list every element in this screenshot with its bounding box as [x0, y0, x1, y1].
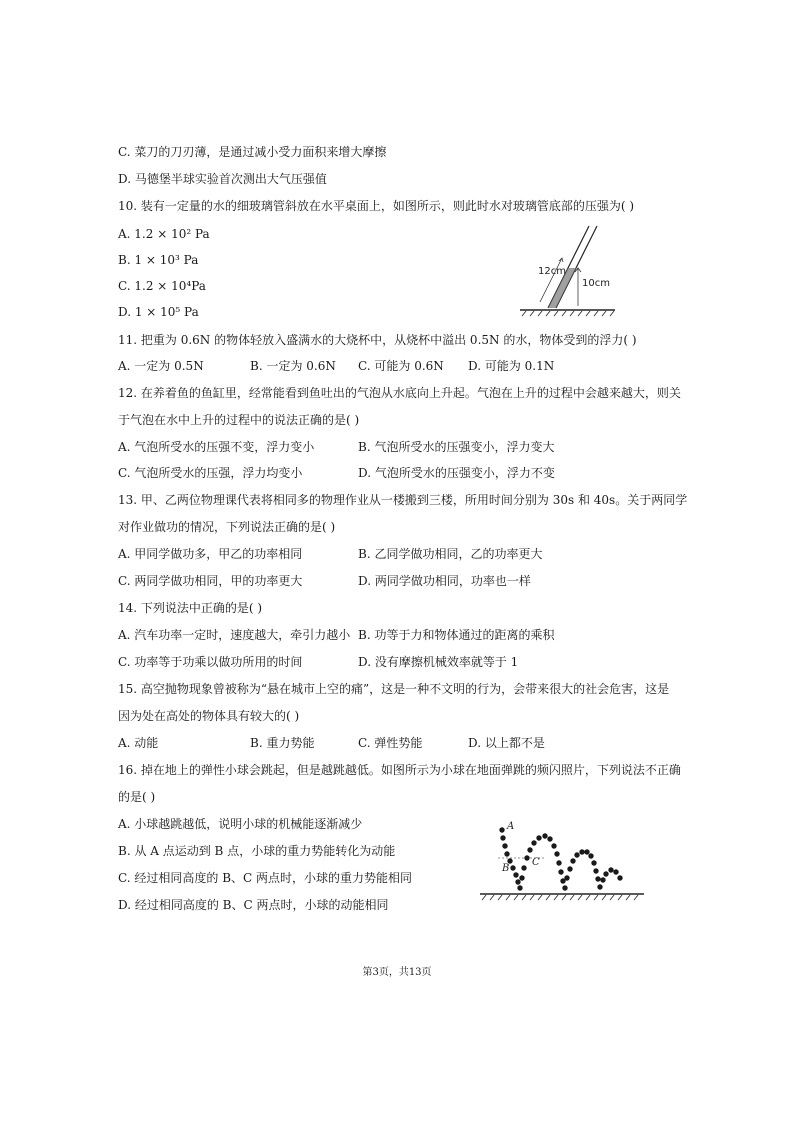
- tube-slant-label: 12cm: [538, 266, 566, 277]
- q13-option-b: B. 乙同学做功相同，乙的功率更大: [358, 547, 543, 561]
- q15-stem-line2: 因为处在高处的物体具有较大的( ): [118, 709, 300, 723]
- q15-option-c: C. 弹性势能: [358, 736, 423, 750]
- q9-option-c: C. 菜刀的刀刃薄，是通过减小受力面积来增大摩擦: [118, 145, 387, 159]
- q16-option-b: B. 从 A 点运动到 B 点，小球的重力势能转化为动能: [118, 844, 396, 858]
- q16-stem-line1: 16. 掉在地上的弹性小球会跳起，但是越跳越低。如图所示为小球在地面弹跳的频闪照片，下列说法不正确: [118, 763, 681, 777]
- q10-option-b: B. 1 × 10³ Pa: [118, 253, 199, 267]
- q10-stem: 10. 装有一定量的水的细玻璃管斜放在水平桌面上，如图所示，则此时水对玻璃管底部的压强为( ): [118, 199, 635, 213]
- q13-stem-line1: 13. 甲、乙两位物理课代表将相同多的物理作业从一楼搬到三楼，所用时间分别为 30s 和 40s。关于两同学: [118, 493, 688, 507]
- q14-option-c: C. 功率等于功乘以做功所用的时间: [118, 655, 303, 669]
- q12-option-d: D. 气泡所受水的压强变小，浮力不变: [358, 466, 555, 480]
- q14-option-b: B. 功等于力和物体通过的距离的乘积: [358, 628, 555, 642]
- q11-option-c: C. 可能为 0.6N: [358, 359, 444, 373]
- tilted-tube-figure: [510, 222, 625, 318]
- q10-option-c: C. 1.2 × 10⁴Pa: [118, 279, 206, 293]
- q11-option-a: A. 一定为 0.5N: [118, 359, 204, 373]
- q16-option-d: D. 经过相同高度的 B、C 两点时，小球的动能相同: [118, 898, 389, 912]
- q14-option-d: D. 没有摩擦机械效率就等于 1: [358, 655, 519, 669]
- point-c-label: C: [532, 857, 540, 868]
- q15-option-a: A. 动能: [118, 736, 159, 750]
- q11-stem: 11. 把重为 0.6N 的物体轻放入盛满水的大烧杯中，从烧杯中溢出 0.5N 的水，物体受到的浮力( ): [118, 333, 637, 347]
- q12-stem-line1: 12. 在养着鱼的鱼缸里，经常能看到鱼吐出的气泡从水底向上升起。气泡在上升的过程中会越来越大，则关: [118, 386, 681, 400]
- point-b-label: B: [502, 863, 510, 874]
- q13-option-c: C. 两同学做功相同，甲的功率更大: [118, 574, 303, 588]
- q16-stem-line2: 的是( ): [118, 790, 156, 804]
- q12-option-c: C. 气泡所受水的压强，浮力均变小: [118, 466, 303, 480]
- q12-stem-line2: 于气泡在水中上升的过程中的说法正确的是( ): [118, 413, 360, 427]
- q16-option-c: C. 经过相同高度的 B、C 两点时，小球的重力势能相同: [118, 871, 413, 885]
- bouncing-ball-figure: [478, 814, 648, 904]
- q13-stem-line2: 对作业做功的情况，下列说法正确的是( ): [118, 520, 336, 534]
- tube-height-label: 10cm: [582, 278, 610, 289]
- q11-option-d: D. 可能为 0.1N: [468, 359, 555, 373]
- q11-option-b: B. 一定为 0.6N: [250, 359, 336, 373]
- q9-option-d: D. 马德堡半球实验首次测出大气压强值: [118, 172, 327, 186]
- q10-option-d: D. 1 × 10⁵ Pa: [118, 305, 199, 319]
- q14-option-a: A. 汽车功率一定时，速度越大，牵引力越小: [118, 628, 351, 642]
- page-number-footer: 第3页，共13页: [362, 967, 432, 978]
- q10-option-a: A. 1.2 × 10² Pa: [118, 227, 210, 241]
- q13-option-d: D. 两同学做功相同，功率也一样: [358, 574, 531, 588]
- q13-option-a: A. 甲同学做功多，甲乙的功率相同: [118, 547, 303, 561]
- q12-option-b: B. 气泡所受水的压强变小，浮力变大: [358, 440, 555, 454]
- q15-stem-line1: 15. 高空抛物现象曾被称为“悬在城市上空的痛”，这是一种不文明的行为，会带来很大的社会危害，这是: [118, 682, 670, 696]
- q15-option-d: D. 以上都不是: [468, 736, 545, 750]
- point-a-label: A: [507, 821, 515, 832]
- q15-option-b: B. 重力势能: [250, 736, 315, 750]
- q16-option-a: A. 小球越跳越低，说明小球的机械能逐渐减少: [118, 817, 363, 831]
- q12-option-a: A. 气泡所受水的压强不变，浮力变小: [118, 440, 315, 454]
- q14-stem: 14. 下列说法中正确的是( ): [118, 601, 263, 615]
